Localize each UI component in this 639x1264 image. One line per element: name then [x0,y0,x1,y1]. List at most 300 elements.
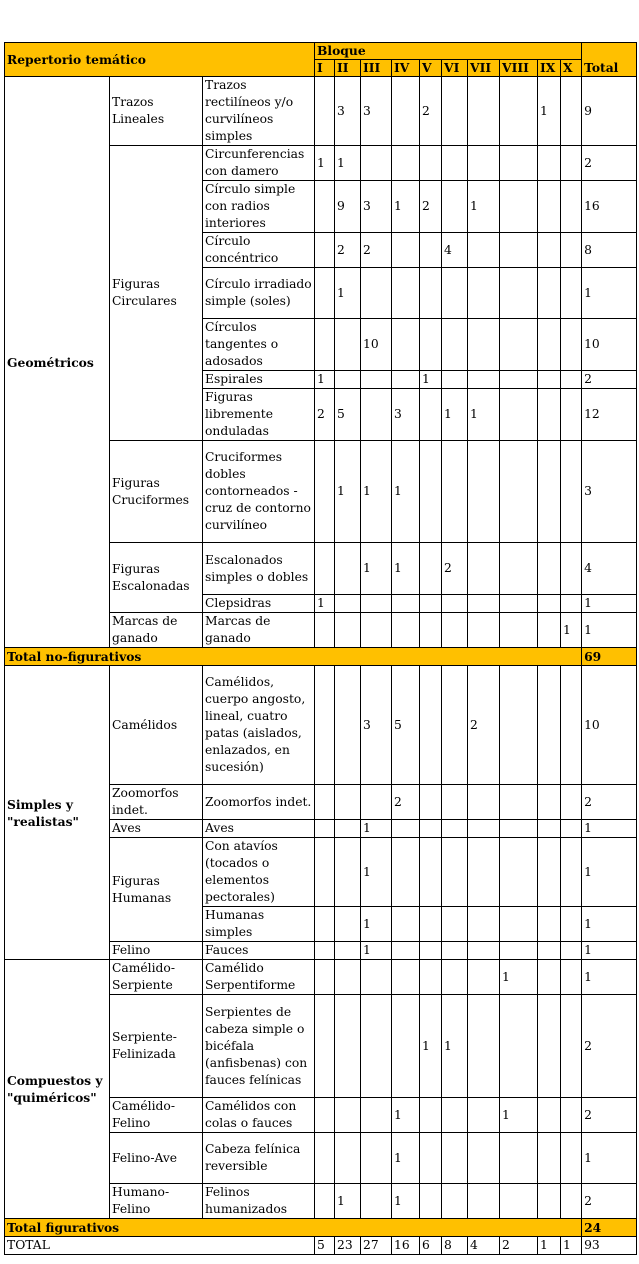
table-wrapper [4,42,637,1255]
block-count-cell [392,233,420,268]
block-count-cell [392,595,420,613]
block-count-cell [442,371,468,389]
block-count-cell [442,441,468,543]
header-block-viii: VIII [500,60,538,77]
table-row [5,77,637,146]
block-count-cell [361,613,392,648]
block-count-cell [500,613,538,648]
row-total: 2 [582,1184,637,1219]
block-count-cell [335,613,361,648]
row-label: Círculo simple con radios interiores [203,181,315,233]
block-count-cell [442,146,468,181]
block-count-cell [468,1098,500,1133]
block-count-cell [335,1133,361,1184]
block-count-cell [538,543,561,595]
block-count-cell: 1 [335,441,361,543]
block-count-cell [538,371,561,389]
block-count-cell: 1 [442,995,468,1098]
block-count-cell: 5 [335,389,361,441]
block-count-cell [335,960,361,995]
grand-total-block-cell: 1 [561,1237,582,1255]
row-total: 16 [582,181,637,233]
block-count-cell [468,233,500,268]
block-count-cell: 1 [361,441,392,543]
block-count-cell [420,960,442,995]
block-count-cell [335,820,361,838]
row-label: Marcas de ganado [203,613,315,648]
header-block-ii: II [335,60,361,77]
block-count-cell [315,543,335,595]
block-count-cell [420,543,442,595]
block-count-cell: 3 [335,77,361,146]
row-label: Círculos tangentes o adosados [203,319,315,371]
block-count-cell [442,907,468,942]
block-count-cell [392,77,420,146]
row-total: 1 [582,960,637,995]
block-count-cell: 1 [468,181,500,233]
block-count-cell [538,233,561,268]
row-total: 10 [582,319,637,371]
block-count-cell [561,595,582,613]
block-count-cell [420,666,442,785]
block-count-cell [361,785,392,820]
block-count-cell [500,1184,538,1219]
row-label: Camélidos, cuerpo angosto, lineal, cuatro patas (aislados, enlazados, en sucesión) [203,666,315,785]
header-total: Total [582,43,637,77]
subcategory-escalonadas: Figuras Escalonadas [110,543,203,613]
grand-total-block-cell: 23 [335,1237,361,1255]
block-count-cell: 2 [361,233,392,268]
grand-total-block-cell: 5 [315,1237,335,1255]
block-count-cell [420,233,442,268]
block-count-cell [538,942,561,960]
block-count-cell [361,1133,392,1184]
block-count-cell [361,268,392,319]
block-count-cell [468,960,500,995]
subcategory-felino-ave: Felino-Ave [110,1133,203,1184]
block-count-cell [420,146,442,181]
block-count-cell: 1 [538,77,561,146]
block-count-cell [335,543,361,595]
block-count-cell [442,960,468,995]
category-compuestos: Compuestos y "quiméricos" [5,960,110,1219]
block-count-cell [315,613,335,648]
block-count-cell: 2 [468,666,500,785]
block-count-cell [500,942,538,960]
block-count-cell [315,1184,335,1219]
block-count-cell [468,441,500,543]
header-bloque: Bloque [315,43,582,60]
header-block-ix: IX [538,60,561,77]
block-count-cell: 1 [335,1184,361,1219]
category-geometricos: Geométricos [5,77,110,648]
subcategory-cruciformes: Figuras Cruciformes [110,441,203,543]
block-count-cell: 1 [361,838,392,907]
block-count-cell [538,595,561,613]
block-count-cell: 1 [420,371,442,389]
block-count-cell [392,371,420,389]
subcategory-zoomorfos: Zoomorfos indet. [110,785,203,820]
block-count-cell [500,838,538,907]
block-count-cell [420,441,442,543]
block-count-cell [468,838,500,907]
block-count-cell [561,371,582,389]
block-count-cell [500,146,538,181]
block-count-cell [315,785,335,820]
block-count-cell [442,319,468,371]
block-count-cell [361,1098,392,1133]
block-count-cell [561,907,582,942]
row-label: Cabeza felínica reversible [203,1133,315,1184]
grand-total-block-cell: 2 [500,1237,538,1255]
block-count-cell [335,595,361,613]
header-block-iv: IV [392,60,420,77]
subcategory-aves: Aves [110,820,203,838]
block-count-cell [500,785,538,820]
header-block-vi: VI [442,60,468,77]
block-count-cell [335,995,361,1098]
block-count-cell [361,389,392,441]
block-count-cell [442,77,468,146]
block-count-cell: 4 [442,233,468,268]
block-count-cell [442,820,468,838]
block-count-cell: 3 [361,181,392,233]
block-count-cell [538,268,561,319]
block-count-cell: 1 [392,441,420,543]
block-count-cell [315,820,335,838]
row-total: 12 [582,389,637,441]
row-total: 1 [582,268,637,319]
block-count-cell [538,666,561,785]
row-label: Felinos humanizados [203,1184,315,1219]
block-count-cell: 1 [392,543,420,595]
subcategory-camelido-felino: Camélido-Felino [110,1098,203,1133]
row-total: 1 [582,613,637,648]
row-total: 9 [582,77,637,146]
row-label: Trazos rectilíneos y/o curvilíneos simples [203,77,315,146]
block-count-cell: 1 [361,543,392,595]
block-count-cell [442,1184,468,1219]
block-count-cell [392,820,420,838]
block-count-cell [561,441,582,543]
block-count-cell: 3 [392,389,420,441]
block-count-cell [420,319,442,371]
block-count-cell [500,371,538,389]
total-figurativos-value: 24 [582,1219,637,1237]
block-count-cell [468,371,500,389]
block-count-cell [335,785,361,820]
block-count-cell [442,613,468,648]
block-count-cell [315,233,335,268]
block-count-cell [561,146,582,181]
block-count-cell [335,371,361,389]
block-count-cell [361,960,392,995]
block-count-cell [468,613,500,648]
block-count-cell: 1 [468,389,500,441]
block-count-cell [315,1133,335,1184]
block-count-cell [500,595,538,613]
block-count-cell [315,181,335,233]
block-count-cell [538,960,561,995]
row-label: Figuras libremente onduladas [203,389,315,441]
block-count-cell: 1 [442,389,468,441]
row-total: 1 [582,820,637,838]
block-count-cell [468,146,500,181]
block-count-cell [538,1184,561,1219]
row-label: Cruciformes dobles contorneados - cruz de contorno curvilíneo [203,441,315,543]
block-count-cell [561,820,582,838]
block-count-cell [420,1133,442,1184]
total-no-figurativos-value: 69 [582,648,637,666]
category-simples: Simples y "realistas" [5,666,110,960]
block-count-cell [442,595,468,613]
table-row [5,666,637,785]
block-count-cell [561,233,582,268]
block-count-cell: 1 [315,146,335,181]
block-count-cell [361,371,392,389]
block-count-cell [538,441,561,543]
block-count-cell: 5 [392,666,420,785]
block-count-cell [538,1098,561,1133]
block-count-cell [392,942,420,960]
block-count-cell [561,181,582,233]
block-count-cell [468,1184,500,1219]
block-count-cell [420,942,442,960]
block-count-cell [500,77,538,146]
table-row [5,648,637,666]
block-count-cell: 2 [392,785,420,820]
row-label: Escalonados simples o dobles [203,543,315,595]
block-count-cell [361,595,392,613]
table-row [5,1219,637,1237]
row-label: Humanas simples [203,907,315,942]
block-count-cell [420,389,442,441]
block-count-cell [315,960,335,995]
block-count-cell [561,77,582,146]
grand-total-block-cell: 6 [420,1237,442,1255]
block-count-cell [561,942,582,960]
block-count-cell [538,181,561,233]
block-count-cell [500,820,538,838]
block-count-cell [315,666,335,785]
block-count-cell [468,543,500,595]
block-count-cell [315,77,335,146]
block-count-cell [561,785,582,820]
thematic-repertoire-table [4,42,637,1255]
block-count-cell [361,1184,392,1219]
subcategory-camelido-serpiente: Camélido-Serpiente [110,960,203,995]
row-label: Camélidos con colas o fauces [203,1098,315,1133]
block-count-cell [392,146,420,181]
block-count-cell: 1 [561,613,582,648]
row-total: 2 [582,1098,637,1133]
row-label: Serpientes de cabeza simple o bicéfala (anfisbenas) con fauces felínicas [203,995,315,1098]
block-count-cell [500,389,538,441]
block-count-cell [335,907,361,942]
row-total: 2 [582,146,637,181]
row-total: 1 [582,907,637,942]
row-label: Zoomorfos indet. [203,785,315,820]
row-total: 1 [582,595,637,613]
row-total: 2 [582,995,637,1098]
grand-total-block-cell: 8 [442,1237,468,1255]
block-count-cell: 1 [315,595,335,613]
block-count-cell [500,268,538,319]
block-count-cell: 1 [420,995,442,1098]
block-count-cell [420,838,442,907]
row-label: Aves [203,820,315,838]
block-count-cell [538,319,561,371]
block-count-cell [315,942,335,960]
block-count-cell [420,907,442,942]
block-count-cell [335,838,361,907]
row-label: Círculo concéntrico [203,233,315,268]
block-count-cell [315,441,335,543]
block-count-cell: 1 [361,942,392,960]
block-count-cell [538,907,561,942]
subcategory-humano-felino: Humano-Felino [110,1184,203,1219]
block-count-cell: 1 [500,1098,538,1133]
block-count-cell [315,838,335,907]
block-count-cell: 3 [361,77,392,146]
row-label: Camélido Serpentiforme [203,960,315,995]
block-count-cell [561,1184,582,1219]
block-count-cell [500,1133,538,1184]
subcategory-circulares: Figuras Circulares [110,146,203,441]
block-count-cell [442,1133,468,1184]
block-count-cell [392,907,420,942]
row-total: 2 [582,371,637,389]
block-count-cell [315,907,335,942]
block-count-cell [335,319,361,371]
block-count-cell: 2 [420,77,442,146]
block-count-cell [561,1133,582,1184]
block-count-cell [392,960,420,995]
block-count-cell: 1 [392,1098,420,1133]
header-block-iii: III [361,60,392,77]
subcategory-serpiente-felinizada: Serpiente-Felinizada [110,995,203,1098]
block-count-cell [420,1184,442,1219]
subcategory-humanas: Figuras Humanas [110,838,203,942]
block-count-cell [442,268,468,319]
row-total: 1 [582,1133,637,1184]
block-count-cell: 1 [392,1184,420,1219]
row-total: 3 [582,441,637,543]
block-count-cell: 10 [361,319,392,371]
subcategory-marcas: Marcas de ganado [110,613,203,648]
block-count-cell [561,543,582,595]
block-count-cell [500,995,538,1098]
block-count-cell: 2 [315,389,335,441]
row-label: Espirales [203,371,315,389]
block-count-cell: 2 [335,233,361,268]
block-count-cell: 3 [361,666,392,785]
block-count-cell [335,666,361,785]
row-total: 1 [582,838,637,907]
block-count-cell [468,319,500,371]
block-count-cell: 2 [442,543,468,595]
block-count-cell [392,319,420,371]
block-count-cell [442,666,468,785]
row-total: 10 [582,666,637,785]
block-count-cell [315,1098,335,1133]
block-count-cell [500,319,538,371]
block-count-cell [561,268,582,319]
subcategory-felino: Felino [110,942,203,960]
block-count-cell [500,233,538,268]
block-count-cell [315,268,335,319]
block-count-cell [538,995,561,1098]
header-block-v: V [420,60,442,77]
row-total: 2 [582,785,637,820]
block-count-cell [392,613,420,648]
row-label: Clepsidras [203,595,315,613]
block-count-cell [500,907,538,942]
block-count-cell: 1 [500,960,538,995]
block-count-cell [392,838,420,907]
row-label: Con atavíos (tocados o elementos pectorales) [203,838,315,907]
block-count-cell: 1 [335,268,361,319]
block-count-cell [468,268,500,319]
header-block-vii: VII [468,60,500,77]
block-count-cell [538,1133,561,1184]
block-count-cell: 1 [315,371,335,389]
block-count-cell [561,838,582,907]
row-label: Círculo irradiado simple (soles) [203,268,315,319]
block-count-cell [538,389,561,441]
total-figurativos-label: Total figurativos [5,1219,582,1237]
block-count-cell [561,960,582,995]
block-count-cell [420,820,442,838]
table-row [5,960,637,995]
grand-total-value: 93 [582,1237,637,1255]
row-total: 4 [582,543,637,595]
block-count-cell [561,1098,582,1133]
block-count-cell: 9 [335,181,361,233]
block-count-cell [442,785,468,820]
block-count-cell [468,1133,500,1184]
block-count-cell [561,389,582,441]
block-count-cell [392,995,420,1098]
block-count-cell: 1 [361,820,392,838]
block-count-cell: 1 [392,181,420,233]
block-count-cell [420,613,442,648]
block-count-cell [538,820,561,838]
block-count-cell [561,995,582,1098]
block-count-cell [538,838,561,907]
block-count-cell [500,181,538,233]
block-count-cell [420,785,442,820]
block-count-cell [561,319,582,371]
block-count-cell [420,268,442,319]
block-count-cell [538,146,561,181]
block-count-cell: 2 [420,181,442,233]
block-count-cell [468,907,500,942]
block-count-cell [442,942,468,960]
grand-total-block-cell: 27 [361,1237,392,1255]
grand-total-block-cell: 4 [468,1237,500,1255]
subcategory-camelidos: Camélidos [110,666,203,785]
header-repertorio: Repertorio temático [5,43,315,77]
total-no-figurativos-label: Total no-figurativos [5,648,582,666]
grand-total-label: TOTAL [5,1237,315,1255]
grand-total-block-cell: 1 [538,1237,561,1255]
block-count-cell [361,995,392,1098]
block-count-cell [500,441,538,543]
header-block-x: X [561,60,582,77]
block-count-cell [392,268,420,319]
block-count-cell [468,785,500,820]
